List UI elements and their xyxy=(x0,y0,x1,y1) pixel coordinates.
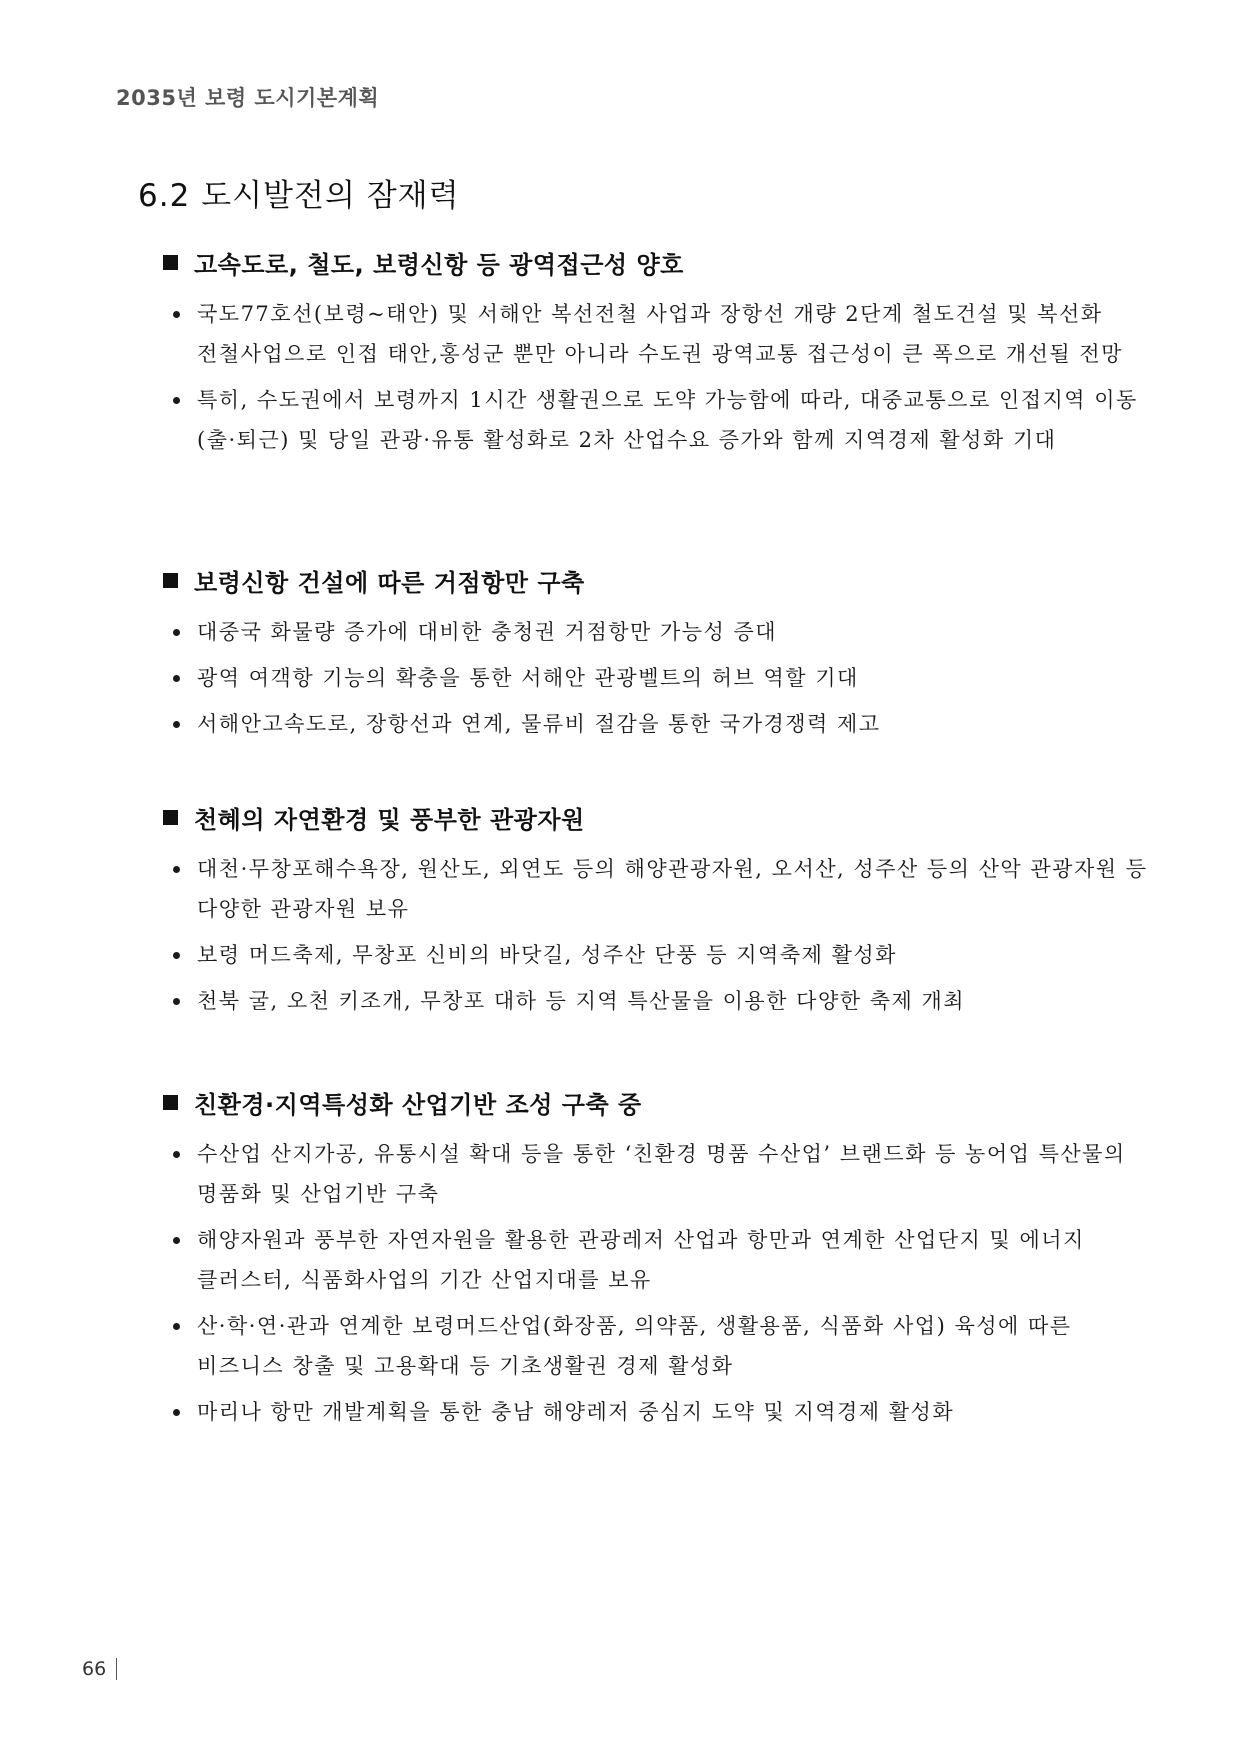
subsection-heading-text: 친환경·지역특성화 산업기반 조성 구축 중 xyxy=(194,1091,642,1119)
bullet-dot-icon xyxy=(173,1151,180,1158)
bullet-dot-icon xyxy=(173,1323,180,1330)
list-item-text: 보령 머드축제, 무창포 신비의 바닷길, 성주산 단풍 등 지역축제 활성화 xyxy=(197,943,897,967)
subsection-heading-text: 고속도로, 철도, 보령신항 등 광역접근성 양호 xyxy=(194,251,684,279)
page-footer xyxy=(82,1658,117,1680)
list-item xyxy=(163,658,1163,698)
subsection-heading xyxy=(163,1085,1163,1120)
black-square-icon xyxy=(163,255,178,270)
list-item-text: 산·학·연·관과 연계한 보령머드산업(화장품, 의약품, 생활용품, 식품화 사업) 육성에 따른 비즈니스 창출 및 고용확대 등 기초생활권 경제 활성화 xyxy=(197,1314,1072,1378)
list-item-text: 특히, 수도권에서 보령까지 1시간 생활권으로 도약 가능함에 따라, 대중교통으로 인접지역 이동(출·퇴근) 및 당일 관광·유통 활성화로 2차 산업수요 증가와 함께 지역경제 활성화 기대 xyxy=(197,388,1138,452)
list-item-text: 서해안고속도로, 장항선과 연계, 물류비 절감을 통한 국가경쟁력 제고 xyxy=(197,712,881,736)
subsection-heading-text: 보령신항 건설에 따른 거점항만 구축 xyxy=(194,569,585,597)
subsection-heading xyxy=(163,800,1163,835)
list-item-text: 대중국 화물량 증가에 대비한 충청권 거점항만 가능성 증대 xyxy=(197,620,778,644)
list-item-text: 대천·무창포해수욕장, 원산도, 외연도 등의 해양관광자원, 오서산, 성주산 등의 산악 관광자원 등 다양한 관광자원 보유 xyxy=(197,857,1148,921)
bullet-list xyxy=(163,294,1163,460)
bullet-dot-icon xyxy=(173,311,180,318)
list-item xyxy=(163,294,1163,374)
list-item xyxy=(163,1220,1163,1300)
bullet-list xyxy=(163,849,1163,1021)
list-item-text: 수산업 산지가공, 유통시설 확대 등을 통한 ‘친환경 명품 수산업’ 브랜드화 등 농어업 특산물의 명품화 및 산업기반 구축 xyxy=(197,1142,1126,1206)
bullet-list xyxy=(163,1134,1163,1432)
bullet-dot-icon xyxy=(173,397,180,404)
bullet-dot-icon xyxy=(173,1409,180,1416)
subsection-industry xyxy=(163,1085,1163,1438)
bullet-dot-icon xyxy=(173,675,180,682)
section-title: 6.2 도시발전의 잠재력 xyxy=(138,178,460,214)
black-square-icon xyxy=(163,573,178,588)
bullet-dot-icon xyxy=(173,998,180,1005)
bullet-dot-icon xyxy=(173,1237,180,1244)
list-item xyxy=(163,380,1163,460)
list-item xyxy=(163,704,1163,744)
list-item xyxy=(163,1392,1163,1432)
list-item xyxy=(163,935,1163,975)
list-item-text: 마리나 항만 개발계획을 통한 충남 해양레저 중심지 도약 및 지역경제 활성화 xyxy=(197,1400,955,1424)
list-item xyxy=(163,1306,1163,1386)
subsection-accessibility xyxy=(163,245,1163,466)
list-item-text: 국도77호선(보령~태안) 및 서해안 복선전철 사업과 장항선 개량 2단계 철도건설 및 복선화 전철사업으로 인접 태안,홍성군 뿐만 아니라 수도권 광역교통 접근성이 큰 폭으로 개선될 전망 xyxy=(197,302,1123,366)
bullet-list xyxy=(163,612,1163,744)
footer-divider xyxy=(116,1658,117,1680)
black-square-icon xyxy=(163,1095,178,1110)
bullet-dot-icon xyxy=(173,629,180,636)
bullet-dot-icon xyxy=(173,866,180,873)
bullet-dot-icon xyxy=(173,721,180,728)
black-square-icon xyxy=(163,810,178,825)
list-item-text: 해양자원과 풍부한 자연자원을 활용한 관광레저 산업과 항만과 연계한 산업단지 및 에너지 클러스터, 식품화사업의 기간 산업지대를 보유 xyxy=(197,1228,1085,1292)
list-item-text: 천북 굴, 오천 키조개, 무창포 대하 등 지역 특산물을 이용한 다양한 축제 개최 xyxy=(197,989,966,1013)
subsection-heading xyxy=(163,563,1163,598)
page-number: 66 xyxy=(82,1658,107,1680)
subsection-heading-text: 천혜의 자연환경 및 풍부한 관광자원 xyxy=(194,806,585,834)
subsection-port xyxy=(163,563,1163,750)
list-item xyxy=(163,612,1163,652)
bullet-dot-icon xyxy=(173,952,180,959)
running-header: 2035년 보령 도시기본계획 xyxy=(116,86,380,110)
subsection-tourism xyxy=(163,800,1163,1027)
list-item xyxy=(163,981,1163,1021)
list-item-text: 광역 여객항 기능의 확충을 통한 서해안 관광벨트의 허브 역할 기대 xyxy=(197,666,859,690)
list-item xyxy=(163,849,1163,929)
subsection-heading xyxy=(163,245,1163,280)
list-item xyxy=(163,1134,1163,1214)
